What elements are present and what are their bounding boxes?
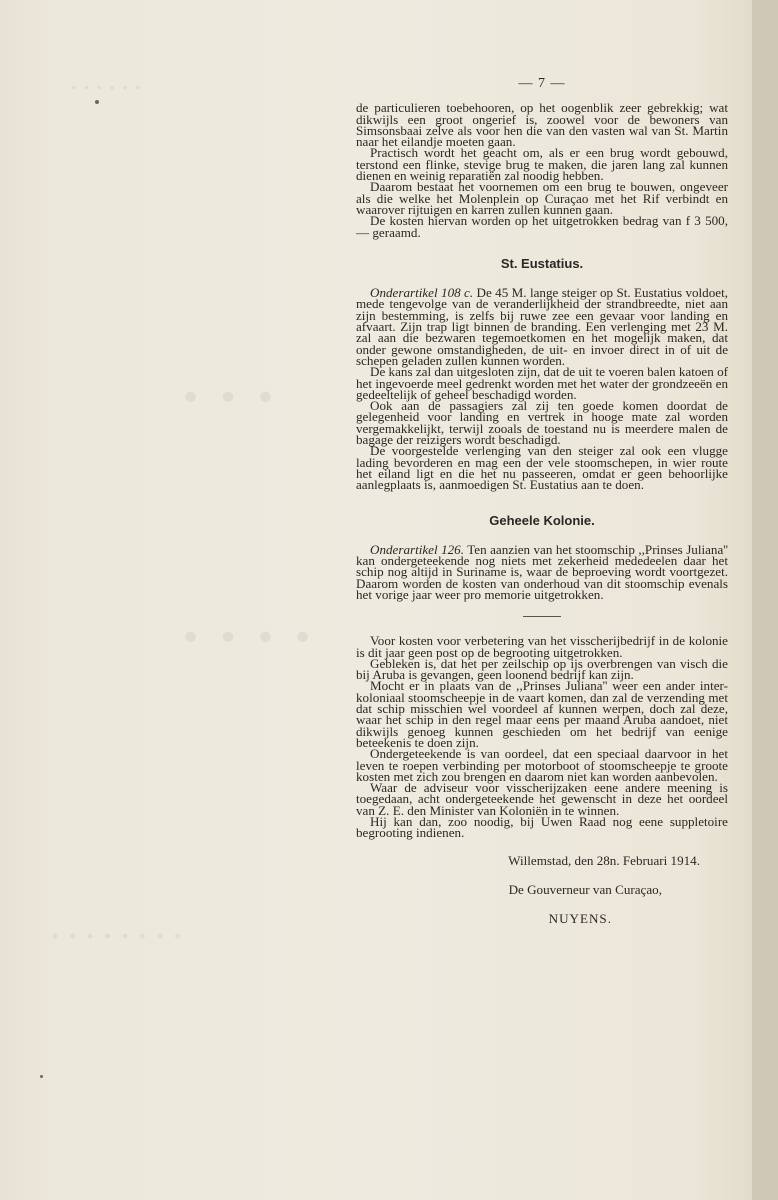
signature-role: De Gouverneur van Curaçao, — [508, 881, 662, 897]
kolonie-paragraph-text: Ten aanzien van het stoomschip ,,Prinses Juliana'' kan ondergeteekende nog niets met zekerheid mededeelen daar het schip nog altijd in Suriname is, waar de beproeving wordt voortgezet. Daarom worden de kosten van onderhoud van dit stoomschip evenals het vorige jaar weer pro memorie uitgetrokken. — [356, 541, 728, 602]
text-column — [356, 78, 728, 925]
show-through-text: · · · · · · · · — [50, 920, 183, 953]
show-through-text: · · · · · · — [70, 75, 142, 100]
section-heading-eustatius: St. Eustatius. — [500, 255, 584, 271]
eustatius-paragraph: Ook aan de passagiers zal zij ten goede komen doordat de gelegenheid voor landing en vertrek in hooge mate zal worden vergemakkelijkt, terwijl zooals de toestand nu is meerdere malen de bagage der reizigers wordt beschadigd. — [356, 398, 728, 448]
eustatius-article-ref: Onderartikel 108 c. — [370, 285, 474, 301]
intro-paragraph: Daarom bestaat het voornemen om een brug te bouwen, ongeveer als die welke het Molenplein op Curaçao met het Rif verbindt en waarover rijtuigen en karren zullen kunnen gaan. — [356, 179, 728, 217]
kolonie-article-ref: Onderartikel 126. — [370, 541, 464, 557]
signature-place-date: Willemstad, den 28n. Februari 1914. — [508, 852, 700, 868]
eustatius-paragraph: De kans zal dan uitgesloten zijn, dat de uit te voeren balen katoen of het ingevoerde meel gedrenkt worden met het water der grondzeeën en gedeeltelijk of geheel beschadigd worden. — [356, 364, 728, 402]
closing-paragraph: Gebleken is, dat het per zeilschip op ijs overbrengen van visch die bij Aruba is gevangen, geen loonend bedrijf kan zijn. — [356, 655, 728, 683]
closing-paragraph: Voor kosten voor verbetering van het visscherijbedrijf in de kolonie is dit jaar geen post op de begrooting uitgetrokken. — [356, 633, 728, 660]
intro-paragraph: de particulieren toebehooren, op het oogenblik zeer gebrekkig; wat dikwijls een groot ongerief is, zoowel voor de bewoners van Simsonsbaai zelve als voor hen die van den vasten wal van St. Martin naar het eilandje moeten gaan. — [356, 100, 728, 150]
divider — [523, 616, 561, 617]
show-through-text: · · · — [180, 361, 277, 432]
eustatius-paragraph-text: De 45 M. lange steiger op St. Eustatius voldoet, mede tengevolge van de veranderlijkheid der strandbreedte, niet aan zijn bestemming, is zelfs bij ruwe zee een gevaar voor landing en afvaart. Zijn trap ligt binnen de branding. Een verlenging met 23 M. zal aan die bezwaren tegemoetkomen en het mogelijk maken, dat onder gewone omstandigheden, de uit- en invoer direct in of uit de schepen geladen zullen kunnen worden. — [356, 285, 728, 368]
section-heading-kolonie: Geheele Kolonie. — [489, 512, 595, 528]
closing-paragraph: Waar de adviseur voor visscherijzaken eene andere meening is toegedaan, acht ondergeteekende het gewenscht in deze het oordeel van Z. E. den Minister van Koloniën in te winnen. — [356, 780, 728, 818]
closing-paragraph: Mocht er in plaats van de ,,Prinses Juliana'' weer een ander inter-koloniaal stoomscheepje in de vaart komen, dan zal de verzending met dat schip misschien wel voordeel af kunnen werpen, doch zal deze, waar het schip in den regel maar eens per maand Aruba aandoet, niet dikwijls genoeg kunnen geschieden om het bedrijf van eenige beteekenis te doen zijn. — [356, 678, 728, 750]
speck — [40, 1075, 43, 1078]
eustatius-paragraph — [356, 287, 728, 366]
show-through-text: · · · · — [180, 601, 314, 672]
intro-paragraph: De kosten hiervan worden op het uitgetrokken bedrag van f 3 500,— geraamd. — [356, 213, 728, 240]
closing-paragraph: Hij kan dan, zoo noodig, bij Uwen Raad nog eene suppletoire begrooting indienen. — [356, 814, 728, 841]
speck — [95, 100, 99, 104]
kolonie-paragraph — [356, 541, 728, 602]
closing-paragraph: Ondergeteekende is van oordeel, dat een speciaal daarvoor in het leven te roepen verbinding per motorboot of stoomscheepje te groote kosten met zich zou brengen en daarom niet kan worden aanbevolen. — [356, 746, 728, 784]
eustatius-paragraph: De voorgestelde verlenging van den steiger zal ook een vlugge lading bevorderen en mag een der vele stoomschepen, in wier route het eiland ligt en die het nu passeeren, omdat er geen behoorlijke aanlegplaats is, aanmoedigen St. Eustatius aan te doen. — [356, 443, 728, 493]
page-number: — 7 — — [518, 76, 566, 91]
intro-paragraph: Practisch wordt het geacht om, als er een brug wordt gebouwd, terstond een flinke, stevige brug te maken, die jaren lang zal kunnen dienen en weinig reparatiën zal noodig hebben. — [356, 145, 728, 184]
signature-name: NUYENS. — [548, 911, 612, 927]
page-edge — [752, 0, 778, 1200]
